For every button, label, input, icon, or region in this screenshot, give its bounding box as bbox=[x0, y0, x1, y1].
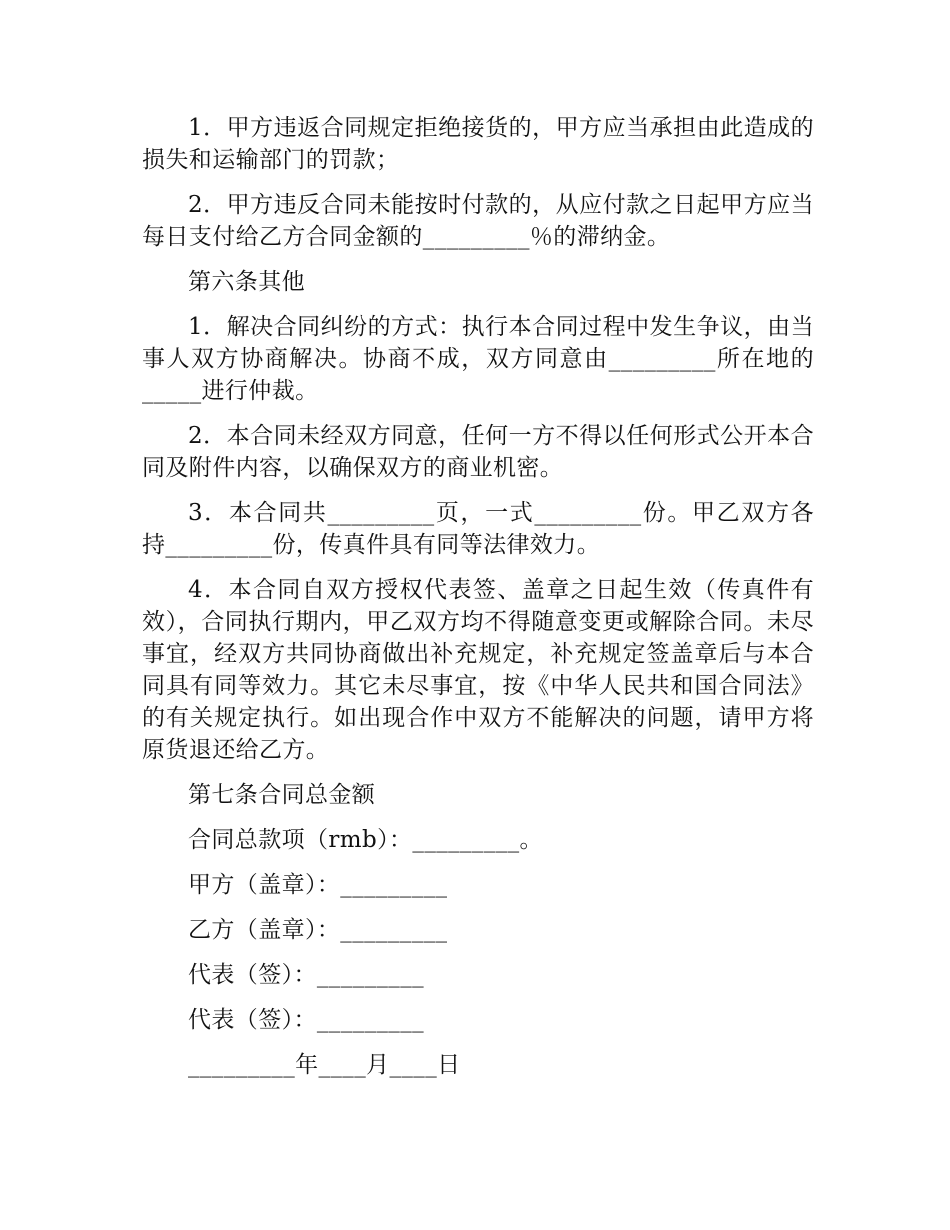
representative-sign-line-1: 代表（签）：_________ bbox=[188, 962, 424, 988]
total-amount-line: 合同总款项（rmb）：_________。 bbox=[188, 827, 543, 853]
section-heading-article-6: 第六条其他 bbox=[188, 269, 305, 295]
clause-6-item-4: 4．本合同自双方授权代表签、盖章之日起生效（传真件有效），合同执行期内，甲乙双方均不得随意变更或解除合同。未尽事宜，经双方共同协商做出补充规定，补充规定签盖章后与本合同具有同等效力。其它未尽事宜，按《中华人民共和国合同法》的有关规定执行。如出现合作中双方不能解决的问题，请甲方将原货退还给乙方。 bbox=[142, 577, 814, 763]
date-line: _________年____月____日 bbox=[188, 1052, 461, 1078]
party-a-seal-line: 甲方（盖章）：_________ bbox=[188, 872, 448, 898]
section-heading-article-7: 第七条合同总金额 bbox=[188, 782, 376, 808]
clause-6-item-3: 3．本合同共_________页，一式_________份。甲乙双方各持_________份，传真件具有同等法律效力。 bbox=[142, 500, 814, 558]
clause-6-item-2: 2．本合同未经双方同意，任何一方不得以任何形式公开本合同及附件内容，以确保双方的商业机密。 bbox=[142, 423, 814, 481]
contract-body bbox=[142, 112, 814, 1094]
clause-5-item-2: 2．甲方违反合同未能按时付款的，从应付款之日起甲方应当每日支付给乙方合同金额的_________％的滞纳金。 bbox=[142, 192, 814, 250]
clause-5-item-1: 1．甲方违返合同规定拒绝接货的，甲方应当承担由此造成的损失和运输部门的罚款； bbox=[142, 115, 814, 173]
representative-sign-line-2: 代表（签）：_________ bbox=[188, 1007, 424, 1033]
clause-6-item-1: 1．解决合同纠纷的方式：执行本合同过程中发生争议，由当事人双方协商解决。协商不成，双方同意由_________所在地的_____进行仲裁。 bbox=[142, 314, 814, 404]
party-b-seal-line: 乙方（盖章）：_________ bbox=[188, 917, 448, 943]
